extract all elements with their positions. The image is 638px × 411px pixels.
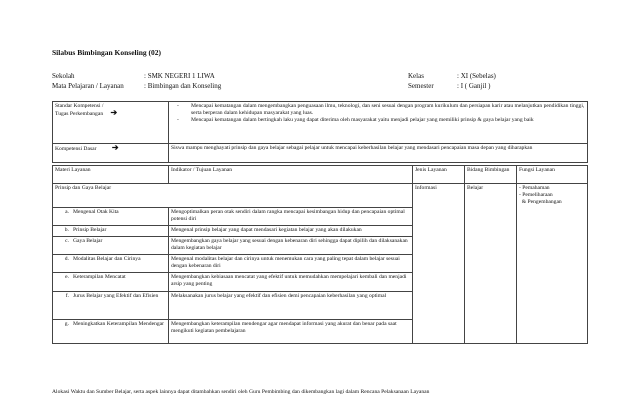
mapel-label: Mata Pelajaran / Layanan — [52, 82, 124, 90]
arrow-right-icon: ➔ — [110, 107, 118, 117]
sk-label-2: Tugas Perkembangan — [55, 110, 104, 117]
kd-label-cell — [53, 144, 169, 163]
fungsi-item: - Pemeliharaan — [519, 191, 553, 198]
sk-label-1: Standar Kompetensi / — [55, 103, 104, 109]
materi-text: Mengenal Otak Kita — [73, 209, 119, 215]
materi-text: Meningkatkan Keterampilan Mendengar — [73, 321, 165, 327]
document-title: Silabus Bimbingan Konseling (02) — [52, 48, 161, 57]
kd-row — [53, 144, 588, 163]
sk-item: - Mencapai kematangan dalam mengembangkan penguasaan ilmu, teknologi, dan seni sesuai dengan program kurikulum dan persiapan karir atau melanjutkan pendidikan tinggi, serta berperan dalam kehidupan masyarakat yang luas. — [171, 103, 585, 117]
arrow-right-icon: ➔ — [111, 143, 119, 152]
sk-item: - Mencapai kematangan dalam bertingkah laku yang dapat diterima oleh masyarakat yaitu menjadi pelajar yang memiliki prinsip & gaya belajar yang baik — [171, 117, 585, 124]
materi-cell — [53, 237, 169, 255]
row-number: c. — [65, 238, 69, 244]
sk-list — [171, 103, 585, 124]
header-materi: Materi Layanan — [53, 166, 169, 184]
materi-cell — [53, 255, 169, 273]
footer-note: Alokasi Waktu dan Sumber Belajar, serta aspek lainnya dapat ditambahkan sendiri oleh Guru Pembimbing dan dikembangkan lagi dalam Rencana Pelaksanaan Layanan — [52, 389, 430, 395]
header-jenis: Jenis Layanan — [413, 166, 465, 184]
table-header-row — [53, 166, 588, 184]
indikator-cell: Mengembangkan keterampilan mendengar agar mendapat informasi yang akurat dan benar pada saat mengikuti kegiatan pembelajaran — [169, 320, 413, 344]
materi-text: Prinsip Belajar — [73, 227, 107, 233]
competency-table — [52, 101, 588, 163]
header-fungsi: Fungsi Layanan — [517, 166, 588, 184]
sekolah-label: Sekolah — [52, 72, 75, 80]
sk-label-cell — [53, 102, 169, 144]
row-number: f. — [65, 293, 69, 299]
materi-text: Jurus Belajar yang Efektif dan Efisien — [73, 293, 159, 299]
header-bidang: Bidang Bimbingan — [465, 166, 517, 184]
row-number: a. — [65, 209, 69, 215]
jenis-cell: Informasi — [413, 184, 465, 344]
kd-content-cell: Siswa mampu menghayati prinsip dan gaya belajar sebagai pelajar untuk mencapai keberhasilan belajar yang mendasari pencapaian masa depan yang diharapkan — [169, 144, 588, 163]
fungsi-cell — [517, 184, 588, 344]
bidang-cell: Belajar — [465, 184, 517, 344]
materi-cell — [53, 226, 169, 237]
row-number: b. — [64, 227, 69, 233]
row-number: d. — [64, 256, 69, 262]
sk-row — [53, 102, 588, 144]
materi-text: Keterampilan Mencatat — [73, 274, 126, 280]
kd-label: Kompetensi Dasar — [55, 146, 97, 152]
indikator-cell: Mengenal modalitas belajar dan cirinya untuk menemukan cara yang paling tepat dalam belajar sesuai dengan kebenaran diri — [169, 255, 413, 273]
sekolah-value: : SMK NEGERI 1 LIWA — [144, 72, 215, 80]
fungsi-item: & Pengembangan — [519, 198, 562, 205]
materi-cell — [53, 292, 169, 320]
fungsi-item: - Pemahaman — [519, 185, 550, 191]
syllabus-table — [52, 165, 588, 344]
kelas-label: Kelas — [408, 72, 424, 80]
semester-label: Semester — [408, 82, 434, 90]
indikator-cell: Mengoptimalkan peran otak sendiri dalam rangka mencapai kesimbangan hidup dan pencapaian optimal potensi diri — [169, 208, 413, 226]
sk-label-line — [55, 107, 166, 118]
row-number: e. — [65, 274, 69, 280]
section-title: Prinsip dan Gaya Belajar — [53, 184, 413, 208]
indikator-cell: Mengembangkan kebiasaan mencatat yang efektif untuk memudahkan mempelajari kembali dan menjadi arsip yang penting — [169, 273, 413, 292]
materi-text: Gaya Belajar — [73, 238, 103, 244]
indikator-cell: Mengenal prinsip belajar yang dapat mendasari kegiatan belajar yang akan dilakukan — [169, 226, 413, 237]
materi-cell — [53, 320, 169, 344]
indikator-cell: Melaksanakan jurus belajar yang efektif dan efisien demi pencapaian keberhasilan yang optimal — [169, 292, 413, 320]
semester-value: : I ( Ganjil ) — [457, 82, 491, 90]
materi-cell — [53, 273, 169, 292]
mapel-value: : Bimbingan dan Konseling — [144, 82, 222, 90]
materi-cell — [53, 208, 169, 226]
header-indikator: Indikator / Tujuan Layanan — [169, 166, 413, 184]
indikator-cell: Mengembangkan gaya belajar yang sesuai dengan kebenaran diri sehingga dapat dipilih dan dilaksanakan dalam kegiatan belajar — [169, 237, 413, 255]
kelas-value: : XI (Sebelas) — [457, 72, 496, 80]
sk-content-cell — [169, 102, 588, 144]
row-number: g. — [64, 321, 69, 327]
section-row — [53, 184, 588, 208]
materi-text: Modalitas Belajar dan Cirinya — [73, 256, 141, 262]
